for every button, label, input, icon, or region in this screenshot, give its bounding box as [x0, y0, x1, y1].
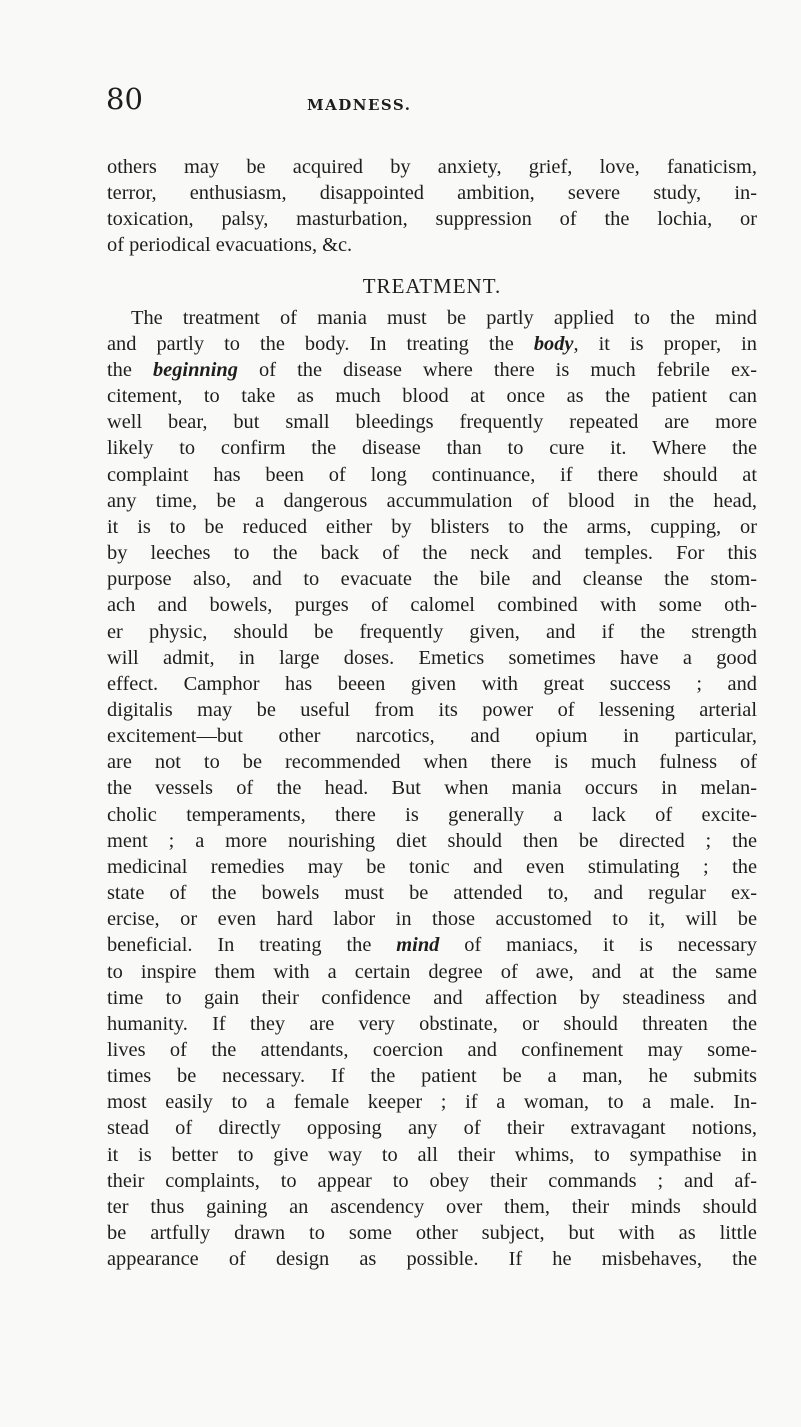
text-line: [107, 357, 757, 383]
text-fragment: the: [107, 358, 153, 381]
text-line: lives of the attendants, coercion and confinement may some-: [107, 1039, 757, 1061]
text-fragment: beneficial. In treating the: [107, 934, 397, 957]
italic-term: beginning: [152, 358, 238, 381]
paragraph-causes: [107, 154, 757, 259]
text-line: humanity. If they are very obstinate, or should threaten the: [107, 1012, 757, 1035]
text-line: stead of directly opposing any of their extravagant notions,: [107, 1117, 757, 1140]
text-line: ter thus gaining an ascendency over them, their minds should: [107, 1195, 757, 1218]
text-line: appearance of design as possible. If he misbehaves, the: [107, 1248, 757, 1271]
text-line: effect. Camphor has beeen given with great success ; and: [107, 672, 757, 695]
text-line: terror, enthusiasm, disappointed ambition, severe study, in-: [107, 182, 757, 205]
text-line: The treatment of mania must be partly applied to the mind: [131, 306, 757, 329]
text-line: times be necessary. If the patient be a man, he submits: [107, 1065, 757, 1088]
text-line: likely to confirm the disease than to cure it. Where the: [107, 437, 757, 460]
text-line: citement, to take as much blood at once as the patient can: [107, 385, 757, 408]
italic-term: mind: [396, 934, 440, 957]
page-number: 80: [106, 82, 143, 116]
text-fragment: and partly to the body. In treating the: [107, 332, 534, 355]
text-line: will admit, in large doses. Emetics sometimes have a good: [107, 646, 757, 669]
text-line: complaint has been of long continuance, if there should at: [107, 463, 757, 486]
italic-term: body: [533, 332, 574, 355]
paragraph-treatment: [107, 305, 757, 1273]
text-line: of periodical evacuations, &c.: [107, 234, 353, 257]
text-line: well bear, but small bleedings frequently repeated are more: [107, 411, 757, 434]
text-fragment: of maniacs, it is necessary: [439, 934, 757, 957]
page-header: [0, 82, 801, 126]
text-line: cholic temperaments, there is generally a lack of excite-: [107, 803, 757, 826]
text-line: [107, 932, 757, 958]
text-line: ment ; a more nourishing diet should then be directed ; the: [107, 829, 757, 852]
text-line: it is better to give way to all their whims, to sympathise in: [107, 1143, 757, 1166]
text-line: by leeches to the back of the neck and temples. For this: [107, 542, 757, 565]
text-line: ach and bowels, purges of calomel combined with some oth-: [107, 594, 757, 617]
text-line: most easily to a female keeper ; if a woman, to a male. In-: [107, 1091, 757, 1114]
text-line: ercise, or even hard labor in those accustomed to it, will be: [107, 908, 757, 931]
text-line: others may be acquired by anxiety, grief, love, fanaticism,: [107, 156, 757, 178]
text-fragment: , it is proper, in: [573, 332, 757, 355]
text-line: are not to be recommended when there is much fulness of: [107, 751, 757, 774]
text-line: toxication, palsy, masturbation, suppression of the lochia, or: [107, 208, 757, 231]
text-line: er physic, should be frequently given, and if the strength: [107, 620, 757, 643]
text-line: to inspire them with a certain degree of awe, and at the same: [107, 960, 757, 983]
section-heading: TREATMENT.: [362, 273, 502, 298]
text-line: medicinal remedies may be tonic and even stimulating ; the: [107, 855, 757, 878]
text-line: digitalis may be useful from its power of lessening arterial: [107, 698, 757, 721]
text-line: the vessels of the head. But when mania occurs in melan-: [107, 777, 757, 800]
running-head: MADNESS.: [307, 96, 412, 114]
text-line: excitement—but other narcotics, and opium in particular,: [107, 725, 757, 748]
text-line: purpose also, and to evacuate the bile and cleanse the stom-: [107, 568, 757, 591]
text-line: state of the bowels must be attended to, and regular ex-: [107, 882, 757, 905]
text-line: it is to be reduced either by blisters to the arms, cupping, or: [107, 515, 757, 538]
body-text: [107, 154, 757, 1272]
text-line: [107, 331, 757, 357]
text-line: be artfully drawn to some other subject, but with as little: [107, 1222, 757, 1245]
text-line: any time, be a dangerous accummulation of blood in the head,: [107, 489, 757, 512]
text-fragment: of the disease where there is much febrile ex-: [237, 358, 757, 381]
text-line: time to gain their confidence and affection by steadiness and: [107, 986, 757, 1009]
text-line: their complaints, to appear to obey their commands ; and af-: [107, 1169, 757, 1192]
